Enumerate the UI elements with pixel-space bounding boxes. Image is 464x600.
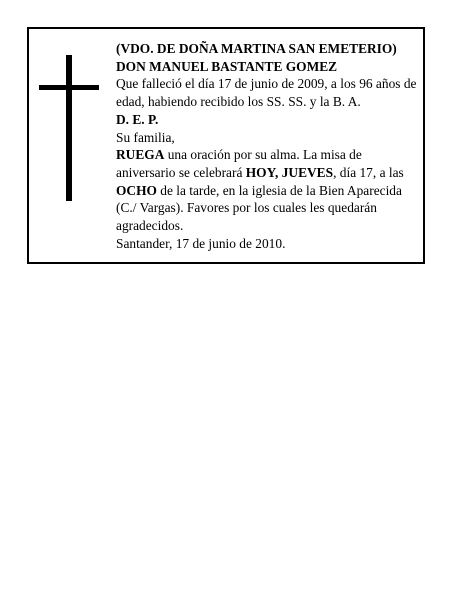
day-bold: HOY, JUEVES (245, 164, 334, 180)
cross-vertical-bar (66, 55, 72, 201)
closing-text: de la tarde, en la iglesia de la Bien Aparecida (C./ Vargas). Favores por los cuales les quedarán agradecidos. (116, 182, 402, 234)
obituary-notice (27, 27, 425, 264)
deceased-name: DON MANUEL BASTANTE GOMEZ (116, 58, 338, 74)
request-text: una oración por su alma. La misa de aniversario se celebrará (116, 147, 362, 180)
widower-line: (VDO. DE DOÑA MARTINA SAN EMETERIO) (116, 41, 397, 56)
place-date: Santander, 17 de junio de 2010. (116, 235, 286, 251)
latin-cross-icon (39, 55, 99, 201)
hour-bold: OCHO (116, 182, 157, 198)
rip-line: D. E. P. (116, 111, 159, 127)
family-line: Su familia, (116, 129, 175, 145)
mass-paragraph (116, 146, 422, 235)
notice-text (116, 40, 422, 252)
cross-horizontal-bar (39, 85, 99, 90)
death-text: Que falleció el día 17 de junio de 2009, a los 96 años de edad, habiendo recibido los SS. SS. y la B. A. (116, 76, 417, 110)
day-text: , día 17, a las (333, 164, 404, 180)
request-bold: RUEGA (116, 147, 165, 163)
